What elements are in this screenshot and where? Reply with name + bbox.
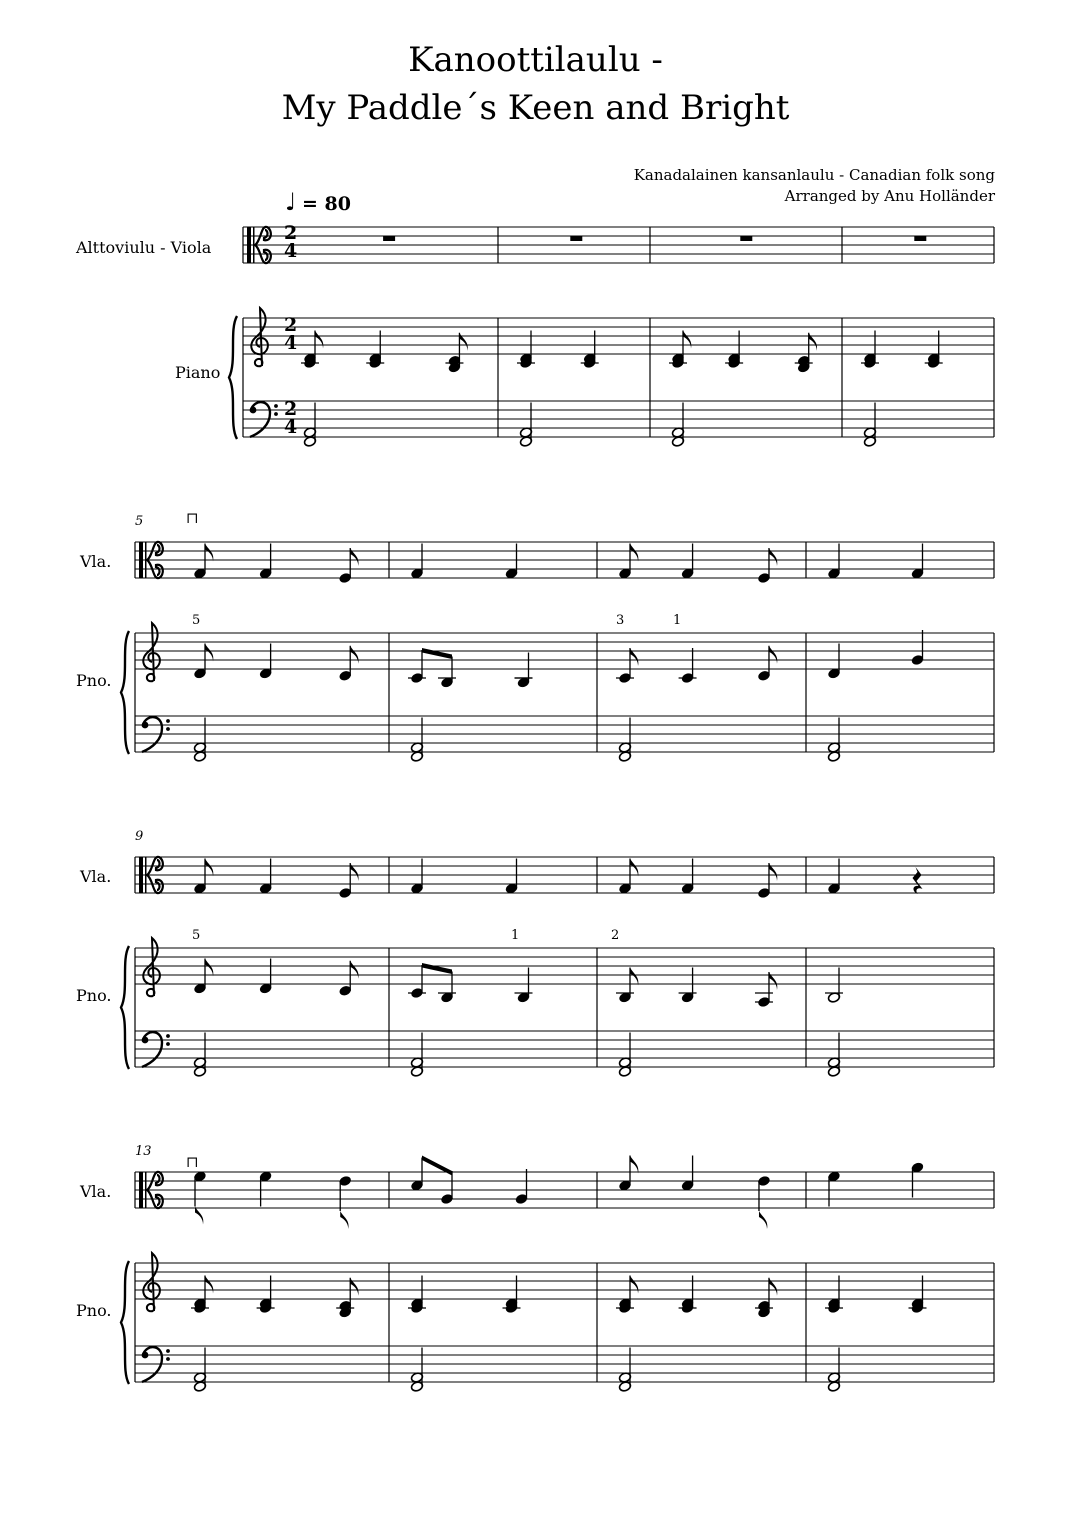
composer-credit: Kanadalainen kansanlaulu - Canadian folk song: [633, 166, 995, 184]
alto-clef-bar: [247, 227, 251, 263]
flag: [205, 859, 213, 877]
piano-brace: [121, 946, 129, 1069]
bass-clef-dot: [274, 412, 278, 416]
measure-number: 5: [135, 514, 144, 529]
flag: [205, 1276, 213, 1294]
flag: [630, 859, 638, 877]
measure-number: 13: [135, 1144, 152, 1159]
bass-clef-dot: [142, 1037, 149, 1044]
viola-short-name: Vla.: [80, 867, 112, 886]
bass-clef-dot: [274, 404, 278, 408]
flag: [683, 331, 691, 349]
bass-clef-dot: [166, 1042, 170, 1046]
alto-clef-bar: [139, 1172, 143, 1208]
time-signature-numerator: 2: [284, 222, 298, 244]
time-signature-denominator: 4: [284, 416, 298, 438]
quarter-rest: [913, 867, 923, 894]
beam: [422, 963, 452, 974]
title-line-2: My Paddle´s Keen and Bright: [281, 88, 790, 128]
flag: [630, 1156, 638, 1174]
bass-clef-dot: [166, 1349, 170, 1353]
flag: [205, 959, 213, 977]
viola-short-name: Vla.: [80, 552, 112, 571]
flag: [195, 1207, 203, 1225]
fingering: 5: [192, 928, 201, 943]
bass-clef-dot: [166, 1034, 170, 1038]
whole-rest: [570, 236, 582, 241]
flag: [630, 968, 638, 986]
flag: [759, 1211, 767, 1229]
fingering: 2: [611, 928, 620, 943]
treble-clef: [143, 623, 160, 681]
whole-rest: [383, 236, 395, 241]
time-signature-denominator: 4: [284, 240, 298, 262]
fingering: 1: [511, 928, 520, 943]
flag: [769, 1278, 777, 1296]
flag: [459, 333, 467, 351]
bass-clef-dot: [142, 1352, 149, 1359]
whole-rest: [740, 236, 752, 241]
flag: [630, 544, 638, 562]
flag: [809, 333, 817, 351]
bass-clef-dot: [142, 722, 149, 729]
whole-rest: [914, 236, 926, 241]
piano-brace: [121, 1261, 129, 1384]
flag: [315, 331, 323, 349]
fingering: 3: [616, 613, 625, 628]
beam: [422, 648, 452, 659]
alto-clef-bar: [145, 857, 147, 893]
piano-brace: [229, 316, 237, 439]
time-signature-denominator: 4: [284, 332, 298, 354]
treble-clef: [143, 938, 160, 996]
piano-short-name: Pno.: [76, 671, 112, 690]
bass-clef-dot: [250, 407, 257, 414]
flag: [350, 961, 358, 979]
viola-short-name: Vla.: [80, 1182, 112, 1201]
down-bow-mark: ⊓: [186, 509, 199, 527]
tempo-mark: = 80: [302, 193, 351, 215]
flag: [350, 1278, 358, 1296]
treble-clef: [251, 308, 268, 366]
flag: [340, 1211, 348, 1229]
bass-clef-dot: [166, 727, 170, 731]
fingering: 5: [192, 613, 201, 628]
measure-number: 9: [135, 829, 144, 844]
flag: [630, 1276, 638, 1294]
flag: [769, 646, 777, 664]
treble-clef: [143, 1253, 160, 1311]
bass-clef-dot: [166, 719, 170, 723]
alto-clef-bar: [145, 542, 147, 578]
time-signature-numerator: 2: [284, 314, 298, 336]
fingering: 1: [673, 613, 682, 628]
flag: [205, 644, 213, 662]
alto-clef-bar: [253, 227, 255, 263]
arranger-credit: Arranged by Anu Holländer: [784, 187, 995, 205]
alto-clef-bar: [145, 1172, 147, 1208]
down-bow-mark: ⊓: [186, 1153, 199, 1171]
flag: [205, 544, 213, 562]
flag: [350, 646, 358, 664]
alto-clef-bar: [139, 857, 143, 893]
piano-short-name: Pno.: [76, 986, 112, 1005]
piano-short-name: Pno.: [76, 1301, 112, 1320]
tempo-note: ♩: [285, 188, 297, 216]
title-line-1: Kanoottilaulu -: [408, 40, 663, 80]
notation: [121, 227, 994, 1392]
time-signature-numerator: 2: [284, 398, 298, 420]
piano-name: Piano: [175, 363, 221, 382]
viola-name: Alttoviulu - Viola: [76, 238, 212, 257]
alto-clef-bar: [139, 542, 143, 578]
piano-brace: [121, 631, 129, 754]
bass-clef-dot: [166, 1357, 170, 1361]
